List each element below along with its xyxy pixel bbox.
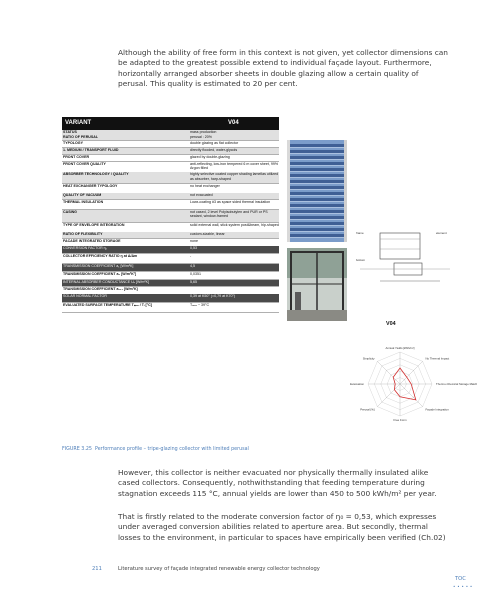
collector-window-photo xyxy=(287,248,347,321)
radar-axis-label: Simplicity xyxy=(362,356,375,361)
variant-label: VARIANT xyxy=(65,120,92,126)
variant-row-label: TRANSMISSION COEFFICIENT a₁₁₁ [W/m²K] xyxy=(62,287,188,294)
variant-row-label: RATIO OF FLEXIBILITY xyxy=(62,232,188,238)
variant-row-value: no heat exchanger xyxy=(188,184,279,193)
variant-row-label: FRONT COVER xyxy=(62,155,188,161)
radar-axis-label: Annual Yields [kWh/m²] xyxy=(385,346,415,350)
diagram-label-bottom: bottom xyxy=(356,258,366,262)
variant-row-value: none xyxy=(188,239,279,246)
variant-row-label: ABSORBER TECHNOLOGY / QUALITY xyxy=(62,172,188,183)
variant-row-label: STATUS xyxy=(62,130,188,135)
intro-paragraph: Although the ability of free form in this context is not given, yet collector dimensions can be adapted to the greatest possible extend to individual façade layout. Furthermore, horizontally arranged absorber sheets in double glazing allow a certain quality of perusal. This quality is estimated to 20 per cent. xyxy=(118,48,448,89)
figure-caption xyxy=(62,447,249,452)
variant-row-label: TRANSMISSION COEFFICIENT a₁ [W/m²K] xyxy=(62,264,188,271)
variant-table-row xyxy=(62,303,279,312)
radar-axis-label: Thermo-Chemical Storage Match xyxy=(436,382,478,386)
variant-row-label: COLLECTOR EFFICIENCY RATIO ŋ at Δ/Δm xyxy=(62,254,188,263)
radar-axis-label: Perusal [%] xyxy=(360,407,375,412)
variant-row-label: EVALUATED SURFACE TEMPERATURE Tₘₐₓ / Tᵢ [°C] xyxy=(62,303,188,312)
radar-title: V04 xyxy=(386,321,396,327)
figure-caption-text: Performance profile – tripe-glazing collector with limited perusal xyxy=(94,447,249,452)
variant-row-value: not evacuated xyxy=(188,193,279,199)
variant-table-row xyxy=(62,264,279,271)
variant-table-row xyxy=(62,254,279,263)
radar-axis-label: No Thermal Impact xyxy=(425,356,450,361)
variant-table-row xyxy=(62,287,279,294)
variant-row-value: highly selective coated copper shading lamellas utilized as absorber, harp-shaped xyxy=(188,172,279,183)
variant-row-label: FACADE INTEGRATED STORAGE xyxy=(62,239,188,246)
variant-row-value: 4,5 xyxy=(188,264,279,271)
variant-row-label: TRANSMISSION COEFFICIENT a₂ [W/m²K²] xyxy=(62,272,188,279)
toc-link[interactable]: TOC xyxy=(455,576,466,582)
variant-table-row xyxy=(62,162,279,172)
variant-row-value: directly flooded, water-glycols xyxy=(188,148,279,154)
performance-radar-chart xyxy=(350,326,478,441)
variant-row-label: TYPE OF ENVELOPE INTEGRATION xyxy=(62,223,188,232)
variant-row-value: 0,53 xyxy=(188,246,279,253)
variant-row-value: anti-reflecting, low-iron tempered 6 m cover sheet, 99% Argon filled xyxy=(190,161,279,170)
variant-row-label: RATIO OF PERUSAL xyxy=(62,135,188,140)
variant-table-row xyxy=(62,294,279,302)
diagram-label-element: element xyxy=(436,231,447,235)
variant-table-row xyxy=(62,200,279,209)
variant-table-row xyxy=(62,223,279,232)
variant-row-value: 0,0351 xyxy=(188,272,279,279)
body-paragraph-3: That is firstly related to the moderate conversion factor of ŋ₀ = 0,53, which expresses under averaged conversion abilities related to aperture area. But secondly, thermal losses to the environment, in particular to spaces have empirically been verified (Ch.02) xyxy=(118,512,446,542)
radar-axis-label: Evacuation xyxy=(350,382,364,386)
variant-table-row xyxy=(62,272,279,279)
variant-row-label: FRONT COVER QUALITY xyxy=(62,162,188,172)
collector-facade-photo xyxy=(287,140,347,242)
variant-row-label: QUALITY OF VACUUM xyxy=(62,193,188,199)
variant-row-label: CASING xyxy=(62,210,188,222)
variant-row-value: 0,39 at K50° (=0,79 at K70°) xyxy=(188,294,279,302)
radar-axis-label: Facade Integration xyxy=(425,407,449,412)
section-diagram xyxy=(350,229,460,289)
variant-table-header xyxy=(62,117,279,130)
variant-row-value: Tₘₐₓ ~ 39°C xyxy=(188,303,279,312)
variant-row-label: TYPOLOGY xyxy=(62,141,188,147)
body-paragraph-2: However, this collector is neither evacuated nor physically thermally insulated alike cased collectors. Consequently, nothwithstanding that feeding temperature during stagnation exceeds 115 °C, annual yields are lower than 450 to 500 kWh/m² per year. xyxy=(118,468,437,498)
variant-row-value: 5,65 xyxy=(188,280,279,287)
variant-row-label: THERMAL INSULATION xyxy=(62,200,188,209)
variant-row-value: Lowε-coating #3 as space sided thermal insulation xyxy=(188,200,279,209)
page-number: 211 xyxy=(92,566,102,572)
variant-row-label: HEAT EXCHANGER TYPOLOGY xyxy=(62,184,188,193)
variant-row-label: SOLAR NORMAL FACTOR xyxy=(62,294,188,302)
variant-row-value: custom-sizable, linear xyxy=(188,232,279,238)
variant-table-row xyxy=(62,210,279,222)
variant-table-row xyxy=(62,172,279,183)
variant-row-value: - xyxy=(188,254,279,263)
variant-table-row xyxy=(62,184,279,193)
variant-id: V04 xyxy=(228,120,239,126)
variant-row-value: solid external wall, stick system post&beam, hip-shaped xyxy=(188,223,279,232)
radar-axis-label: Free Form xyxy=(393,418,407,422)
figure-id: FIGURE 3.25 xyxy=(62,447,92,452)
variant-table-row xyxy=(62,246,279,253)
footer-text: Literature survey of façade integrated renewable energy collector technology xyxy=(118,566,320,572)
variant-row-value: not cased, 2 level Polyisobutylen and PUR or PS sealant, window-framed xyxy=(188,210,279,222)
variant-row-value: mass production xyxy=(188,130,279,135)
variant-row-label: CONVERSION FACTOR η₀ xyxy=(62,246,188,253)
diagram-label-frame: frame xyxy=(356,231,364,235)
variant-row-label: INTERNAL ABSORBER CONDUCTANCE Uₐ [W/m²K] xyxy=(62,280,188,287)
variant-row-label: 1. MEDIUM / TRANSPORT FLUID xyxy=(62,148,188,154)
toc-dots: • • • • • xyxy=(453,584,473,589)
variant-row-value: perusal : 20% xyxy=(188,135,279,140)
variant-row-value: double glazing as flat collector xyxy=(188,141,279,147)
variant-row-value xyxy=(188,287,279,294)
variant-table-row xyxy=(62,239,279,246)
variant-table-row xyxy=(62,280,279,287)
variant-row-value: glazed by double-glazing xyxy=(188,155,279,161)
